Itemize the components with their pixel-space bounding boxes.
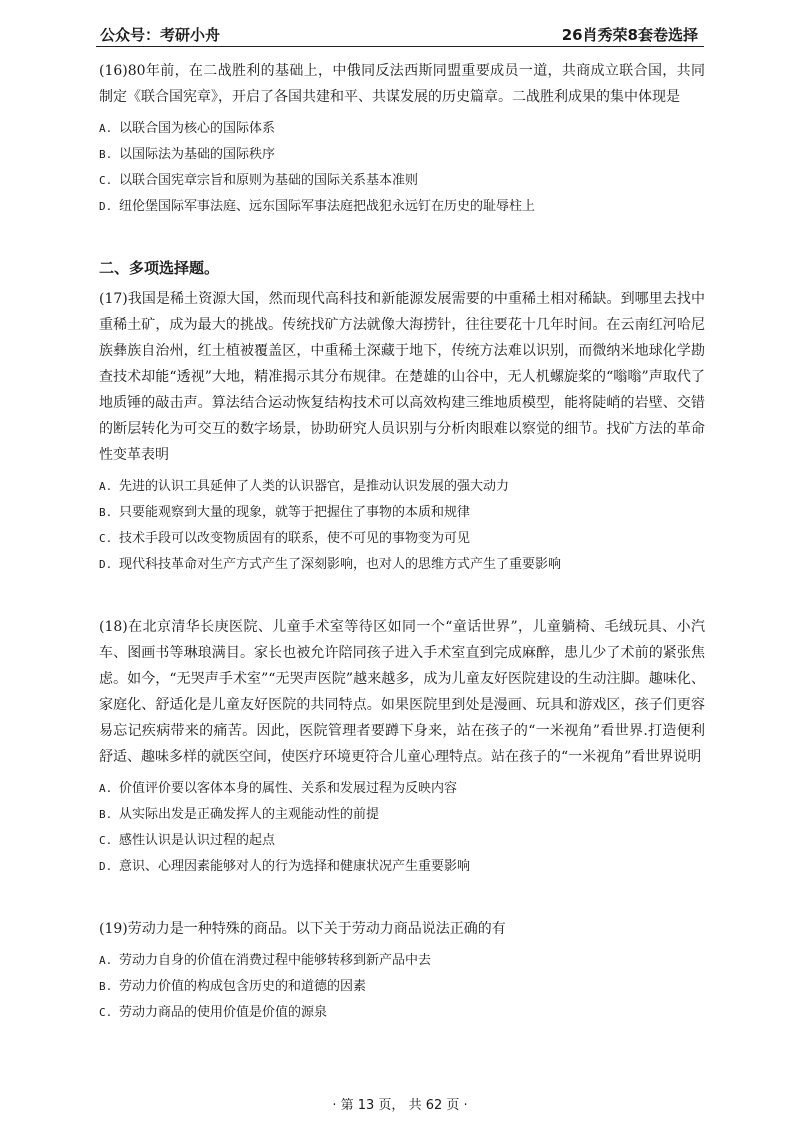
option-label: A. (99, 954, 113, 967)
question-17 (99, 286, 705, 578)
option-label: C. (99, 174, 113, 187)
option-label: A. (99, 122, 113, 135)
option-label: D. (99, 558, 113, 571)
option-b (99, 500, 705, 526)
option-b (99, 142, 705, 168)
page-footer: · 第 13 页， 共 62 页 · (332, 1098, 468, 1113)
option-text: 只要能观察到大量的现象，就等于把握住了事物的本质和规律 (119, 505, 471, 520)
option-label: C. (99, 532, 113, 545)
option-text: 以联合国为核心的国际体系 (119, 121, 276, 136)
option-label: D. (99, 860, 113, 873)
option-label: B. (99, 148, 113, 161)
option-label: A. (99, 480, 113, 493)
question-stem: (19)劳动力是一种特殊的商品。以下关于劳动力商品说法正确的有 (99, 921, 506, 937)
option-text: 意识、心理因素能够对人的行为选择和健康状况产生重要影响 (119, 859, 471, 874)
option-text: 劳动力价值的构成包含历史的和道德的因素 (119, 979, 367, 994)
page-header (96, 22, 704, 47)
option-a (99, 948, 705, 974)
option-text: 感性认识是认识过程的起点 (119, 833, 276, 848)
question-stem: (18)在北京清华长庚医院、儿童手术室等待区如同一个“童话世界”，儿童躺椅、毛绒玩具、小汽车、图画书等琳琅满目。家长也被允许陪同孩子进入手术室直到完成麻醉，患儿少了术前的紧张焦虑。如今，“无哭声手术室”“无哭声医院”越来越多，成为儿童友好医院建设的生动注脚。趣味化、家庭化、舒适化是儿童友好医院的共同特点。如果医院里到处是漫画、玩具和游戏区，孩子们更容易忘记疾病带来的痛苦。因此，医院管理者要蹲下身来，站在孩子的“一米视角”看世界.打造便利舒适、趣味多样的就医空间，使医疗环境更符合儿童心理特点。站在孩子的“一米视角”看世界说明 (99, 619, 705, 765)
option-label: D. (99, 200, 113, 213)
question-19 (99, 916, 705, 1026)
option-list (99, 948, 705, 1026)
header-left: 公众号：考研小舟 (100, 26, 221, 44)
option-label: C. (99, 1006, 113, 1019)
option-c (99, 828, 705, 854)
option-a (99, 474, 705, 500)
option-c (99, 526, 705, 552)
option-c (99, 1000, 705, 1026)
question-stem: (17)我国是稀土资源大国，然而现代高科技和新能源发展需要的中重稀土相对稀缺。到哪里去找中重稀土矿，成为最大的挑战。传统找矿方法就像大海捞针，往往要花十几年时间。在云南红河哈尼族彝族自治州，红土植被覆盖区，中重稀土深藏于地下，传统方法难以识别，而微纳米地球化学勘查技术却能“透视”大地，精准揭示其分布规律。在楚雄的山谷中，无人机螺旋桨的“嗡嗡”声取代了地质锤的敲击声。算法结合运动恢复结构技术可以高效构建三维地质模型，能将陡峭的岩壁、交错的断层转化为可交互的数字场景，协助研究人员识别与分析肉眼难以察觉的细节。找矿方法的革命性变革表明 (99, 291, 705, 463)
option-c (99, 168, 705, 194)
option-d (99, 854, 705, 880)
option-text: 现代科技革命对生产方式产生了深刻影响，也对人的思维方式产生了重要影响 (119, 557, 562, 572)
option-text: 劳动力自身的价值在消费过程中能够转移到新产品中去 (119, 953, 432, 968)
option-text: 以国际法为基础的国际秩序 (119, 147, 276, 162)
option-list (99, 116, 705, 220)
option-label: A. (99, 782, 113, 795)
header-right: 26肖秀荣8套卷选择 (561, 26, 698, 44)
option-a (99, 776, 705, 802)
option-text: 先进的认识工具延伸了人类的认识器官，是推动认识发展的强大动力 (119, 479, 510, 494)
option-text: 技术手段可以改变物质固有的联系，使不可见的事物变为可见 (119, 531, 471, 546)
option-text: 以联合国宪章宗旨和原则为基础的国际关系基本准则 (119, 173, 419, 188)
page-content (99, 58, 705, 1050)
option-b (99, 974, 705, 1000)
option-text: 价值评价要以客体本身的属性、关系和发展过程为反映内容 (119, 781, 458, 796)
question-stem: (16)80年前，在二战胜利的基础上，中俄同反法西斯同盟重要成员一道，共商成立联合国，共同制定《联合国宪章》，开启了各国共建和平、共谋发展的历史篇章。二战胜利成果的集中体现是 (99, 63, 705, 105)
option-text: 从实际出发是正确发挥人的主观能动性的前提 (119, 807, 380, 822)
option-text: 劳动力商品的使用价值是价值的源泉 (119, 1005, 328, 1020)
option-label: C. (99, 834, 113, 847)
option-a (99, 116, 705, 142)
option-label: B. (99, 808, 113, 821)
option-b (99, 802, 705, 828)
option-d (99, 552, 705, 578)
option-list (99, 776, 705, 880)
question-18 (99, 614, 705, 880)
option-text: 纽伦堡国际军事法庭、远东国际军事法庭把战犯永远钉在历史的耻辱柱上 (119, 199, 536, 214)
option-label: B. (99, 980, 113, 993)
option-d (99, 194, 705, 220)
option-label: B. (99, 506, 113, 519)
section-title: 二、多项选择题。 (99, 259, 220, 277)
question-16 (99, 58, 705, 220)
option-list (99, 474, 705, 578)
